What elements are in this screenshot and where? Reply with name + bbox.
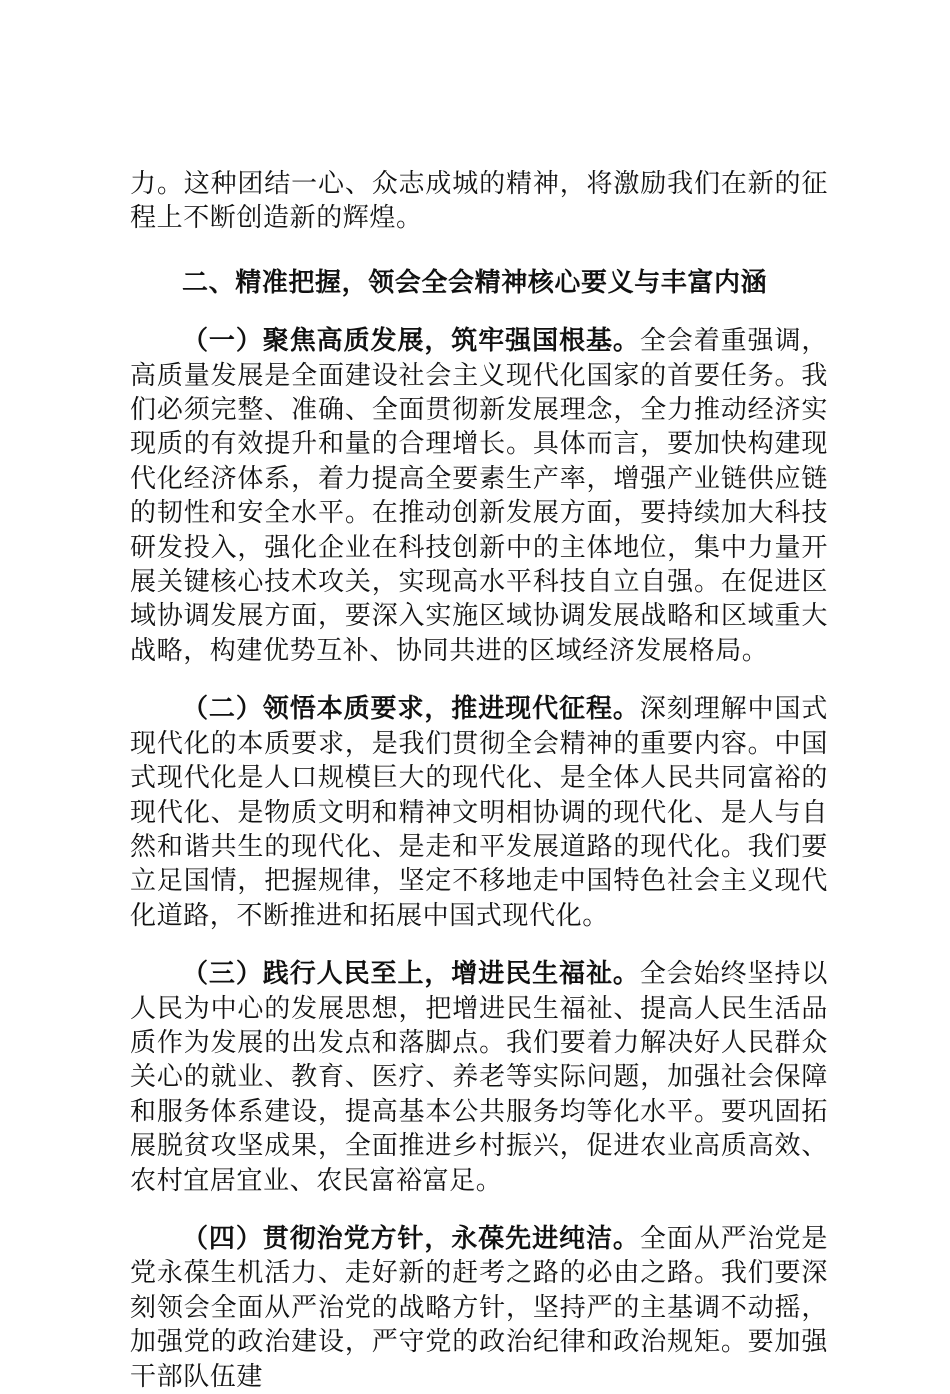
paragraph-2: [130, 692, 828, 933]
continuation-paragraph: 力。这种团结一心、众志成城的精神，将激励我们在新的征程上不断创造新的辉煌。: [130, 169, 828, 234]
paragraph-4-lead: （四）贯彻治党方针，永葆先进纯洁。: [182, 1223, 640, 1254]
document-body: [130, 167, 828, 1394]
paragraph-4-body: 全面从严治党是党永葆生机活力、走好新的赶考之路的必由之路。我们要深刻领会全面从严治党的战略方针，坚持严的主基调不动摇，加强党的政治建设，严守党的政治纪律和政治规矩。要加强干部队伍建: [130, 1223, 829, 1392]
paragraph-2-lead: （二）领悟本质要求，推进现代征程。: [182, 694, 640, 725]
paragraph-2-body: 深刻理解中国式现代化的本质要求，是我们贯彻全会精神的重要内容。中国式现代化是人口规模巨大的现代化、是全体人民共同富裕的现代化、是物质文明和精神文明相协调的现代化、是人与自然和谐共生的现代化、是走和平发展道路的现代化。我们要立足国情，把握规律，坚定不移地走中国特色社会主义现代化道路，不断推进和拓展中国式现代化。: [130, 694, 829, 931]
section-heading: 二、精准把握，领会全会精神核心要义与丰富内涵: [182, 267, 768, 298]
paragraph-3-lead: （三）践行人民至上，增进民生福祉。: [182, 959, 640, 990]
paragraph-3-body: 全会始终坚持以人民为中心的发展思想，把增进民生福祉、提高人民生活品质作为发展的出发点和落脚点。我们要着力解决好人民群众关心的就业、教育、医疗、养老等实际问题，加强社会保障和服务体系建设，提高基本公共服务均等化水平。要巩固拓展脱贫攻坚成果，全面推进乡村振兴，促进农业高质高效、农村宜居宜业、农民富裕富足。: [130, 959, 829, 1196]
paragraph-1-lead: （一）聚焦高质发展，筑牢强国根基。: [182, 326, 640, 357]
paragraph-4: [130, 1222, 828, 1394]
paragraph-1-body: 全会着重强调，高质量发展是全面建设社会主义现代化国家的首要任务。我们必须完整、准确、全面贯彻新发展理念，全力推动经济实现质的有效提升和量的合理增长。具体而言，要加快构建现代化经济体系，着力提高全要素生产率，增强产业链供应链的韧性和安全水平。在推动创新发展方面，要持续加大科技研发投入，强化企业在科技创新中的主体地位，集中力量开展关键核心技术攻关，实现高水平科技自立自强。在促进区域协调发展方面，要深入实施区域协调发展战略和区域重大战略，构建优势互补、协同共进的区域经济发展格局。: [130, 326, 829, 666]
paragraph-1: [130, 324, 828, 668]
paragraph-3: [130, 957, 828, 1198]
